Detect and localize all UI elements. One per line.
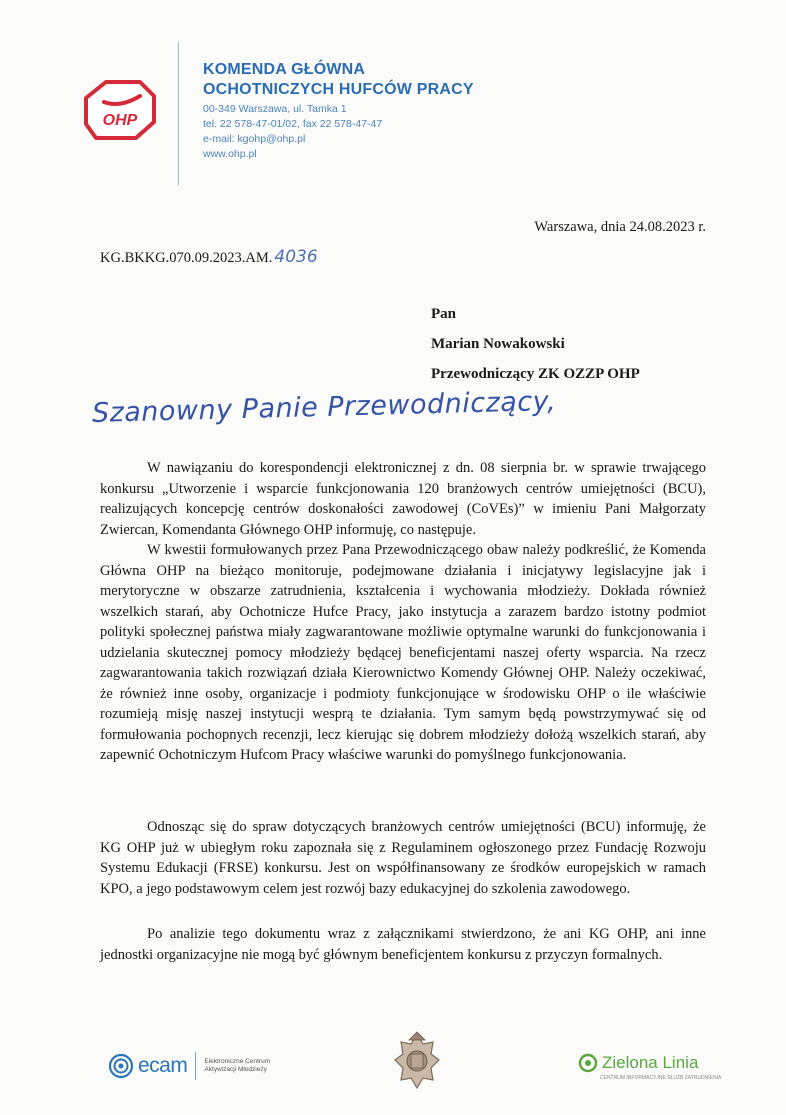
zielona-linia-wordmark: Zielona Linia <box>602 1053 699 1072</box>
zielona-linia-subtitle: CENTRUM INFORMACYJNE SŁUŻB ZATRUDNIENIA <box>600 1075 722 1081</box>
ecam-separator <box>195 1052 196 1080</box>
body-paragraph: W nawiązaniu do korespondencji elektronicznej z dn. 08 sierpnia br. w sprawie trwającego konkursu „Utworzenie i wsparcie funkcjonowania 120 branżowych centrów umiejętności (BCU), realizujących koncepcję centrów doskonałości zawodowej (CoVEs)” w imieniu Pani Małgorzaty Zwiercan, Komendanta Głównego OHP informuję, co następuje. <box>100 460 706 538</box>
reference-printed: KG.BKKG.070.09.2023.AM. <box>100 250 273 266</box>
org-email: e-mail: kgohp@ohp.pl <box>203 133 306 145</box>
org-phone: tel. 22 578-47-01/02, fax 22 578-47-47 <box>203 118 383 130</box>
body-paragraph: W kwestii formułowanych przez Pana Przewodniczącego obaw należy podkreślić, że Komenda Główna OHP na bieżąco monitoruje, podejmowane działania i inicjatywy legislacyjne jak i merytoryczne w obszarze zatrudnienia, kształcenia i wychowania młodzieży. Dokłada również wszelkich starań, aby Ochotnicze Hufce Pracy, jako instytucja a zarazem bardzo istotny podmiot polityki społecznej państwa miały zagwarantowane możliwie optymalne warunki do funkcjonowania i udzielania skutecznej pomocy młodzieży będącej beneficjentami naszej oferty wsparcia. Na rzecz zagwarantowania takich rozwiązań działa Kierownictwo Komendy Głównej OHP. Należy oczekiwać, że również inne osoby, organizacje i podmioty funkcjonujące w środowisku OHP o ile właściwie rozumieją misję naszej instytucji wesprą te działania. Tym samym będą powstrzymywać się od formułowania pochopnych recenzji, lecz kierując się dobrem młodzieży dołożą wszelkich starań, aby zapewnić Ochotniczym Hufcom Pracy właściwe warunki do pomyślnego funkcjonowania. <box>100 542 706 763</box>
greeting-handwritten: Szanowny Panie Przewodniczący, <box>91 385 557 429</box>
zielona-linia-icon <box>578 1053 598 1073</box>
ohp-logo <box>84 78 156 140</box>
zielona-linia-logo <box>578 1053 722 1081</box>
ecam-logo <box>108 1052 274 1080</box>
org-website: www.ohp.pl <box>203 148 257 160</box>
org-header <box>203 60 474 162</box>
ohp-logo-text: OHP <box>102 112 138 129</box>
ohp-logo-shape <box>86 82 154 138</box>
org-address: 00-349 Warszawa, ul. Tamka 1 <box>203 103 347 115</box>
reference-handwritten: 4036 <box>274 247 318 267</box>
recipient-name: Marian Nowakowski <box>431 336 565 352</box>
recipient-title: Przewodniczący ZK OZZP OHP <box>431 366 640 382</box>
recipient-salutation: Pan <box>431 306 457 322</box>
reference-number <box>100 247 318 267</box>
place-date: Warszawa, dnia 24.08.2023 r. <box>534 219 706 235</box>
ecam-swirl-icon <box>108 1053 134 1079</box>
ecam-subtitle: Elektroniczne Centrum Aktywizacji Młodzieży <box>204 1058 271 1073</box>
body-paragraph: Po analizie tego dokumentu wraz z załącznikami stwierdzono, że ani KG OHP, ani inne jednostki organizacyjne nie mogą być głównym beneficjentem konkursu z przyczyn formalnych. <box>100 926 706 963</box>
header-divider <box>178 42 179 185</box>
ohp-emblem-icon <box>393 1030 441 1092</box>
ecam-wordmark: ecam <box>138 1054 188 1077</box>
org-name-line1: KOMENDA GŁÓWNA <box>203 61 366 78</box>
body-paragraph: Odnosząc się do spraw dotyczących branżowych centrów umiejętności (BCU) informuję, że KG OHP już w ubiegłym roku zapoznała się z Regulaminem ogłoszonego przez Fundację Rozwoju Systemu Edukacji (FRSE) konkursu. Jest on współfinansowany ze środków europejskich w ramach KPO, a jego podstawowym celem jest rozwój bazy edukacyjnej do szkolenia zawodowego. <box>100 819 706 897</box>
org-name-line2: OCHOTNICZYCH HUFCÓW PRACY <box>203 81 474 98</box>
